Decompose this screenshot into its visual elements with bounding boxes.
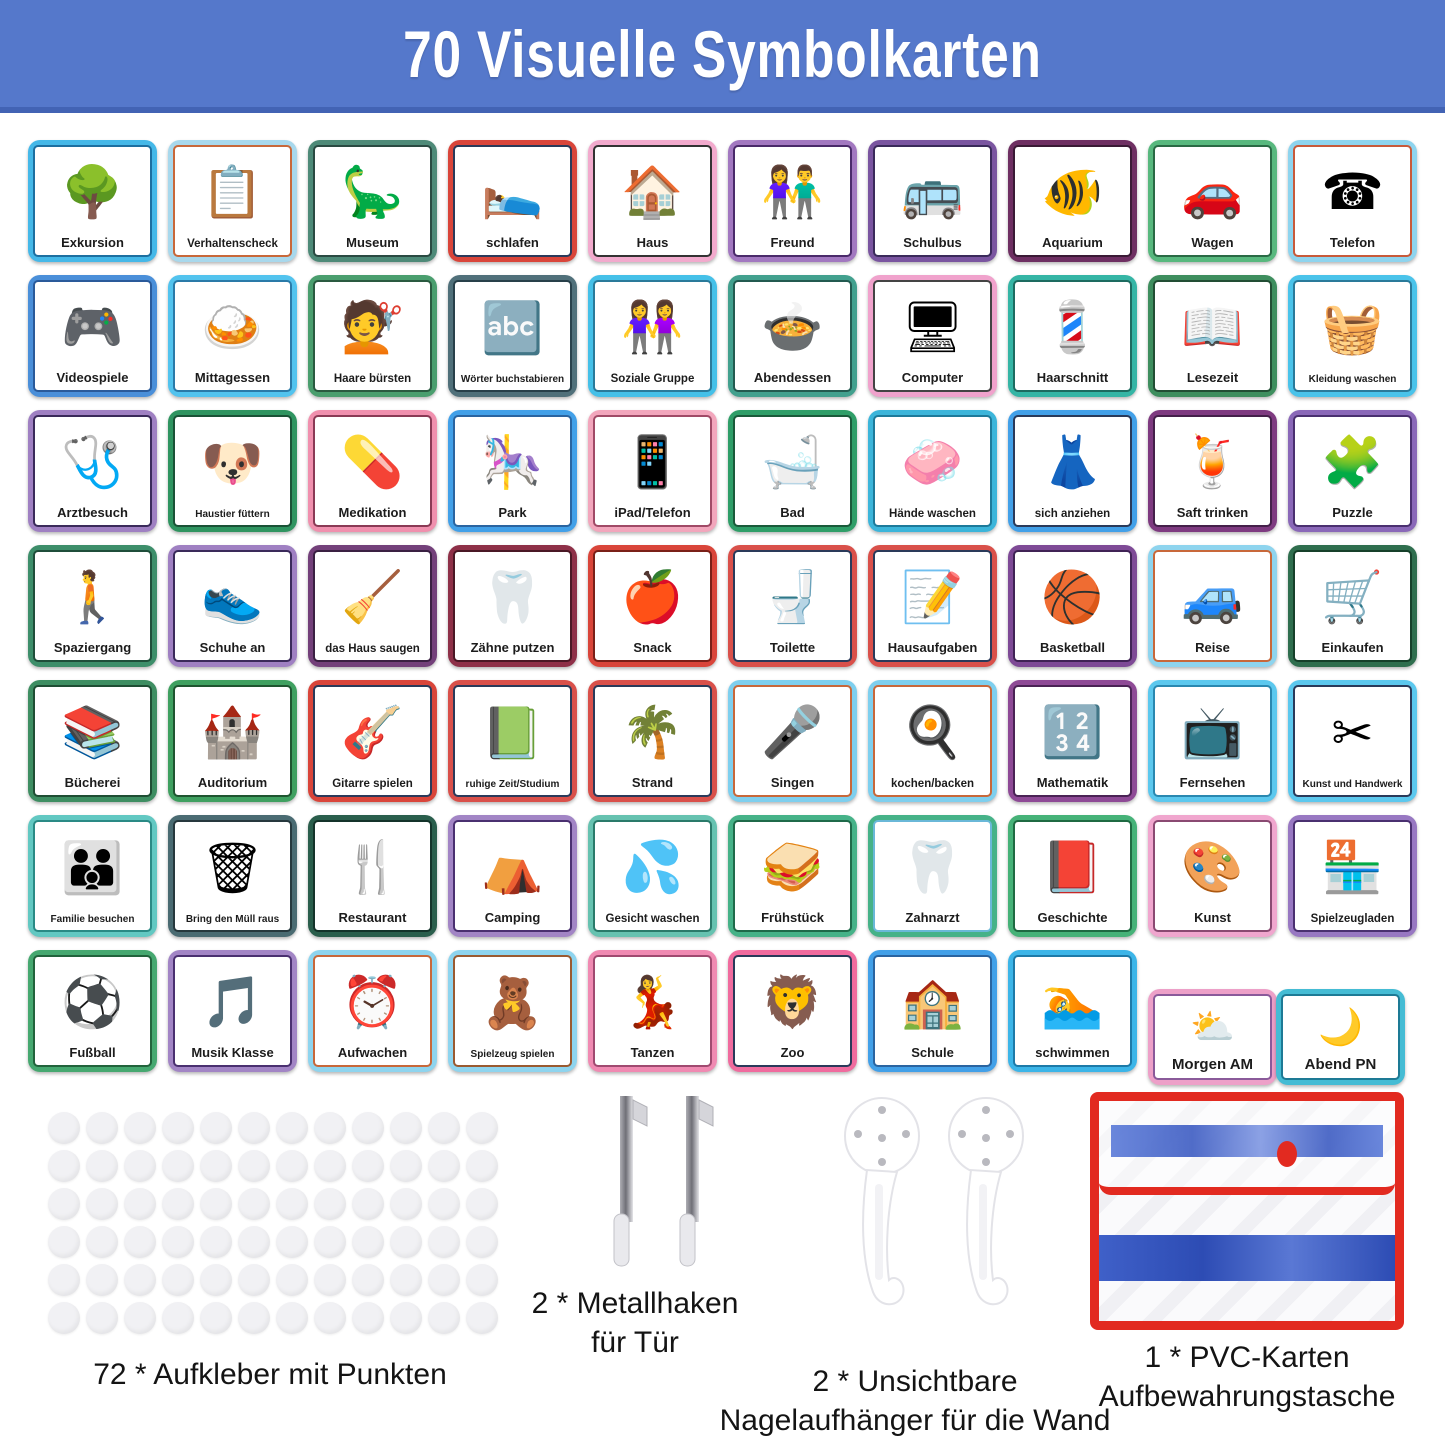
card-videospiele bbox=[28, 275, 157, 397]
zoo-icon: 🦁 bbox=[761, 973, 824, 1030]
brush-teeth-icon: 🦷 bbox=[481, 568, 544, 625]
card-spielzeug-spielen bbox=[448, 950, 577, 1072]
card-gesicht-waschen bbox=[588, 815, 717, 937]
spelling-letters-icon: 🔤 bbox=[481, 300, 544, 357]
sticker-dot bbox=[352, 1226, 384, 1258]
sticker-dot bbox=[200, 1264, 232, 1296]
card-label: Mathematik bbox=[1036, 775, 1109, 791]
card-aufwachen bbox=[308, 950, 437, 1072]
travel-car-icon: 🚙 bbox=[1181, 568, 1244, 625]
game-controller-icon: 🎮 bbox=[61, 298, 124, 355]
sticker-dot bbox=[390, 1112, 422, 1144]
sticker-dot bbox=[162, 1150, 194, 1182]
story-books-icon: 📕 bbox=[1041, 838, 1104, 895]
card-schulbus bbox=[868, 140, 997, 262]
card-toilette bbox=[728, 545, 857, 667]
card-label: Morgen AM bbox=[1171, 1056, 1254, 1074]
card-label: Verhaltenscheck bbox=[187, 237, 278, 250]
sticker-dot bbox=[86, 1302, 118, 1334]
card-label: iPad/Telefon bbox=[614, 505, 691, 521]
car-icon: 🚗 bbox=[1181, 163, 1244, 220]
card-label: Haarschnitt bbox=[1036, 370, 1109, 386]
card-spaziergang bbox=[28, 545, 157, 667]
sticker-dot bbox=[390, 1302, 422, 1334]
card-haarschnitt bbox=[1008, 275, 1137, 397]
library-icon: 📚 bbox=[61, 703, 124, 760]
card-sich-anziehen bbox=[1008, 410, 1137, 532]
card-snack bbox=[588, 545, 717, 667]
sticker-dot bbox=[124, 1150, 156, 1182]
sticker-dot bbox=[124, 1112, 156, 1144]
card-label: Exkursion bbox=[61, 235, 124, 251]
card-label: Lesezeit bbox=[1186, 370, 1239, 386]
card-lesezeit bbox=[1148, 275, 1277, 397]
card-saft-trinken bbox=[1148, 410, 1277, 532]
sticker-dot bbox=[352, 1188, 384, 1220]
card-label: Geschichte bbox=[1037, 910, 1108, 926]
card-fernsehen bbox=[1148, 680, 1277, 802]
sticker-dot bbox=[48, 1302, 80, 1334]
sticker-dot bbox=[466, 1150, 498, 1182]
card-label: das Haus saugen bbox=[325, 642, 420, 655]
card-label: Hände waschen bbox=[889, 507, 976, 520]
card-label: Fußball bbox=[69, 1045, 116, 1061]
card-label: Camping bbox=[484, 910, 541, 926]
card-das-haus-saugen bbox=[308, 545, 437, 667]
card-label: Mittagessen bbox=[194, 370, 271, 386]
card-verhaltenscheck bbox=[168, 140, 297, 262]
card-label: Restaurant bbox=[338, 910, 407, 926]
behavior-check-clipboard-icon: 📋 bbox=[201, 164, 264, 221]
sticker-dot bbox=[48, 1226, 80, 1258]
card-label: Snack bbox=[633, 640, 672, 656]
walking-icon: 🚶 bbox=[61, 568, 124, 625]
card-label: sich anziehen bbox=[1034, 507, 1111, 520]
sticker-dot bbox=[48, 1188, 80, 1220]
sticker-dot bbox=[466, 1188, 498, 1220]
aquarium-icon: 🐠 bbox=[1041, 163, 1104, 220]
music-class-icon: 🎵 bbox=[201, 973, 264, 1030]
card-label: Puzzle bbox=[1332, 505, 1373, 521]
card-medikation bbox=[308, 410, 437, 532]
card-label: Kleidung waschen bbox=[1308, 373, 1397, 385]
stickers-label: 72 * Aufkleber mit Punkten bbox=[93, 1358, 447, 1391]
sticker-dot bbox=[352, 1264, 384, 1296]
beach-icon: 🌴 bbox=[621, 703, 684, 760]
card-park bbox=[448, 410, 577, 532]
card-buecherei bbox=[28, 680, 157, 802]
card-label: Medikation bbox=[338, 505, 407, 521]
card-label: schwimmen bbox=[1035, 1045, 1110, 1061]
bag-label: 1 * PVC-Karten Aufbewahrungstasche bbox=[1098, 1341, 1396, 1413]
sticker-dot bbox=[314, 1150, 346, 1182]
sticker-dot bbox=[352, 1150, 384, 1182]
card-familie-besuchen bbox=[28, 815, 157, 937]
card-label: Spielzeugladen bbox=[1310, 912, 1395, 925]
sticker-dot bbox=[390, 1188, 422, 1220]
card-label: Saft trinken bbox=[1176, 505, 1249, 521]
vacuum-house-icon: 🧹 bbox=[341, 569, 404, 626]
card-haare-buersten bbox=[308, 275, 437, 397]
sticker-dot bbox=[162, 1264, 194, 1296]
card-hausaufgaben bbox=[868, 545, 997, 667]
card-aquarium bbox=[1008, 140, 1137, 262]
restaurant-icon: 🍴 bbox=[341, 838, 404, 895]
medication-icon: 💊 bbox=[341, 433, 404, 490]
card-haende-waschen bbox=[868, 410, 997, 532]
sticker-dot bbox=[86, 1226, 118, 1258]
card-schuhe-an bbox=[168, 545, 297, 667]
sticker-dot bbox=[390, 1226, 422, 1258]
evening-moon-icon: 🌙 bbox=[1318, 1005, 1363, 1047]
sticker-dot bbox=[238, 1302, 270, 1334]
metal-hooks bbox=[608, 1094, 718, 1274]
sticker-dot bbox=[352, 1302, 384, 1334]
card-haustier-fuettern bbox=[168, 410, 297, 532]
sticker-dot bbox=[428, 1188, 460, 1220]
card-label: Arztbesuch bbox=[57, 505, 128, 521]
card-label: Auditorium bbox=[197, 775, 268, 791]
card-reise bbox=[1148, 545, 1277, 667]
sleeping-child-icon: 🛌 bbox=[481, 163, 544, 220]
get-dressed-icon: 👗 bbox=[1041, 434, 1104, 491]
card-tanzen bbox=[588, 950, 717, 1072]
card-label: Abend PN bbox=[1304, 1056, 1377, 1074]
card-exkursion bbox=[28, 140, 157, 262]
house-icon: 🏠 bbox=[621, 163, 684, 220]
sticker-dot bbox=[428, 1112, 460, 1144]
metal-hook-icon bbox=[608, 1094, 652, 1274]
card-zaehne-putzen bbox=[448, 545, 577, 667]
card-label: Fernsehen bbox=[1179, 775, 1246, 791]
card-label: Tanzen bbox=[630, 1045, 675, 1061]
wake-up-icon: ⏰ bbox=[341, 973, 404, 1030]
sticker-dot bbox=[200, 1188, 232, 1220]
basketball-icon: 🏀 bbox=[1041, 568, 1104, 625]
card-kochen-backen bbox=[868, 680, 997, 802]
sticker-dot bbox=[466, 1112, 498, 1144]
singing-icon: 🎤 bbox=[761, 703, 824, 760]
shopping-cart-icon: 🛒 bbox=[1321, 568, 1384, 625]
card-label: Toilette bbox=[769, 640, 816, 656]
card-singen bbox=[728, 680, 857, 802]
sticker-dot bbox=[48, 1112, 80, 1144]
card-bad bbox=[728, 410, 857, 532]
sticker-dot bbox=[238, 1150, 270, 1182]
card-fussball bbox=[28, 950, 157, 1072]
card-label: Telefon bbox=[1329, 235, 1376, 251]
sticker-dot bbox=[314, 1112, 346, 1144]
card-label: Schule bbox=[911, 1045, 954, 1061]
card-kleidung-waschen bbox=[1288, 275, 1417, 397]
sticker-dot bbox=[162, 1112, 194, 1144]
card-label: Bring den Müll raus bbox=[185, 913, 280, 925]
card-abend-pn bbox=[1276, 989, 1405, 1085]
card-label: Bad bbox=[780, 505, 805, 521]
card-ruhige-zeit-studium bbox=[448, 680, 577, 802]
feed-pet-icon: 🐶 bbox=[201, 435, 264, 492]
card-label: Wagen bbox=[1191, 235, 1234, 251]
sticker-dot bbox=[428, 1302, 460, 1334]
excursion-kids-icon: 🌳 bbox=[61, 163, 124, 220]
card-einkaufen bbox=[1288, 545, 1417, 667]
card-wagen bbox=[1148, 140, 1277, 262]
card-bring-den-muell-raus bbox=[168, 815, 297, 937]
breakfast-icon: 🥪 bbox=[761, 838, 824, 895]
auditorium-icon: 🏰 bbox=[201, 703, 264, 760]
bath-icon: 🛁 bbox=[761, 433, 824, 490]
card-schwimmen bbox=[1008, 950, 1137, 1072]
school-icon: 🏫 bbox=[901, 973, 964, 1030]
card-label: Zahnarzt bbox=[905, 910, 960, 926]
card-label: Haustier füttern bbox=[195, 508, 270, 520]
card-grid bbox=[0, 113, 1445, 1072]
sticker-dot bbox=[162, 1302, 194, 1334]
card-label: Spielzeug spielen bbox=[470, 1048, 555, 1060]
card-abendessen bbox=[728, 275, 857, 397]
sticker-dot bbox=[238, 1188, 270, 1220]
dancing-icon: 💃 bbox=[621, 973, 684, 1030]
sticker-dot bbox=[86, 1150, 118, 1182]
sticker-dot bbox=[314, 1188, 346, 1220]
card-label: kochen/backen bbox=[890, 777, 975, 790]
card-label: Musik Klasse bbox=[191, 1045, 274, 1061]
card-label: Singen bbox=[770, 775, 815, 791]
card-label: Basketball bbox=[1039, 640, 1106, 656]
card-camping bbox=[448, 815, 577, 937]
shoes-on-icon: 👟 bbox=[201, 568, 264, 625]
card-label: Wörter buchstabieren bbox=[460, 373, 565, 385]
sticker-dot bbox=[200, 1302, 232, 1334]
card-label: Familie besuchen bbox=[50, 913, 135, 925]
arts-crafts-icon: ✂ bbox=[1331, 705, 1374, 762]
sticker-dot bbox=[276, 1264, 308, 1296]
card-label: Videospiele bbox=[56, 370, 129, 386]
sticker-dot bbox=[390, 1264, 422, 1296]
bag-button bbox=[1277, 1141, 1297, 1167]
card-label: Spaziergang bbox=[53, 640, 132, 656]
sticker-dot bbox=[314, 1226, 346, 1258]
sticker-dot bbox=[200, 1226, 232, 1258]
reading-time-icon: 📖 bbox=[1181, 298, 1244, 355]
card-label: Computer bbox=[901, 370, 964, 386]
morning-sun-icon: ⛅ bbox=[1190, 1005, 1235, 1047]
social-group-icon: 👭 bbox=[621, 299, 684, 356]
hooks-label: 2 * Metallhaken für Tür bbox=[531, 1287, 739, 1359]
card-label: Reise bbox=[1195, 640, 1230, 656]
sticker-dot bbox=[124, 1188, 156, 1220]
sticker-dot bbox=[238, 1226, 270, 1258]
face-washing-icon: 💦 bbox=[621, 839, 684, 896]
dinosaur-museum-icon: 🦕 bbox=[341, 163, 404, 220]
card-basketball bbox=[1008, 545, 1137, 667]
card-kunst bbox=[1148, 815, 1277, 937]
card-label: Hausaufgaben bbox=[887, 640, 978, 656]
sticker-dot bbox=[162, 1226, 194, 1258]
soccer-icon: ⚽ bbox=[61, 973, 124, 1030]
hand-washing-icon: 🧼 bbox=[901, 434, 964, 491]
card-label: Museum bbox=[346, 235, 399, 251]
card-haus bbox=[588, 140, 717, 262]
sticker-dot bbox=[124, 1264, 156, 1296]
card-label: Aufwachen bbox=[337, 1045, 408, 1061]
sticker-dot bbox=[48, 1150, 80, 1182]
card-label: Haare bürsten bbox=[333, 372, 412, 385]
card-label: schlafen bbox=[486, 235, 539, 251]
sticker-dot bbox=[352, 1112, 384, 1144]
card-label: Gesicht waschen bbox=[605, 912, 700, 925]
card-label: Schuhe an bbox=[199, 640, 266, 656]
card-strand bbox=[588, 680, 717, 802]
doctor-visit-icon: 🩺 bbox=[61, 433, 124, 490]
sticker-dot bbox=[428, 1150, 460, 1182]
sticker-dot bbox=[86, 1264, 118, 1296]
sticker-dot bbox=[238, 1264, 270, 1296]
card-woerter-buchstabieren bbox=[448, 275, 577, 397]
card-auditorium bbox=[168, 680, 297, 802]
quiet-time-icon: 📗 bbox=[481, 705, 544, 762]
snack-icon: 🍎 bbox=[621, 568, 684, 625]
pvc-storage-bag-icon bbox=[1090, 1092, 1404, 1330]
card-label: Kunst und Handwerk bbox=[1302, 778, 1403, 790]
trash-out-icon: 🗑 bbox=[200, 840, 265, 897]
card-zoo bbox=[728, 950, 857, 1072]
card-geschichte bbox=[1008, 815, 1137, 937]
sticker-dot bbox=[276, 1150, 308, 1182]
sticker-dot bbox=[124, 1302, 156, 1334]
lunch-bowl-icon: 🍛 bbox=[201, 298, 264, 355]
card-label: Einkaufen bbox=[1321, 640, 1384, 656]
sticker-dot bbox=[48, 1264, 80, 1296]
sticker-dot bbox=[390, 1150, 422, 1182]
sticker-dot bbox=[466, 1226, 498, 1258]
sticker-dot bbox=[276, 1188, 308, 1220]
sticker-dots-grid bbox=[48, 1112, 498, 1334]
card-label: Schulbus bbox=[903, 235, 962, 251]
telephone-icon: ☎ bbox=[1321, 163, 1384, 220]
card-label: Abendessen bbox=[753, 370, 832, 386]
card-label: ruhige Zeit/Studium bbox=[465, 778, 560, 790]
card-label: Soziale Gruppe bbox=[610, 372, 695, 385]
card-schlafen bbox=[448, 140, 577, 262]
card-schule bbox=[868, 950, 997, 1072]
nail-hangers bbox=[843, 1094, 1025, 1334]
card-label: Zähne putzen bbox=[470, 640, 555, 656]
card-soziale-gruppe bbox=[588, 275, 717, 397]
tv-icon: 📺 bbox=[1181, 703, 1244, 760]
guitar-icon: 🎸 bbox=[341, 704, 404, 761]
card-label: Frühstück bbox=[761, 910, 824, 926]
sticker-dot bbox=[200, 1150, 232, 1182]
homework-icon: 📝 bbox=[901, 568, 964, 625]
dentist-icon: 🦷 bbox=[901, 838, 964, 895]
dinner-plate-icon: 🍲 bbox=[761, 298, 824, 355]
card-restaurant bbox=[308, 815, 437, 937]
card-label: Kunst bbox=[1194, 910, 1231, 926]
camping-icon: ⛺ bbox=[481, 838, 544, 895]
sticker-dot bbox=[314, 1264, 346, 1296]
card-gitarre-spielen bbox=[308, 680, 437, 802]
card-fruehstueck bbox=[728, 815, 857, 937]
card-musik-klasse bbox=[168, 950, 297, 1072]
sticker-dot bbox=[276, 1226, 308, 1258]
laundry-icon: 🧺 bbox=[1321, 300, 1384, 357]
card-label: Aquarium bbox=[1042, 235, 1103, 251]
card-ipad-telefon bbox=[588, 410, 717, 532]
sticker-dot bbox=[466, 1264, 498, 1296]
sticker-dot bbox=[428, 1226, 460, 1258]
card-museum bbox=[308, 140, 437, 262]
metal-hook-icon bbox=[674, 1094, 718, 1274]
sticker-dot bbox=[314, 1302, 346, 1334]
card-puzzle bbox=[1288, 410, 1417, 532]
card-label: Zoo bbox=[780, 1045, 805, 1061]
sticker-dot bbox=[162, 1188, 194, 1220]
card-arztbesuch bbox=[28, 410, 157, 532]
sticker-dot bbox=[124, 1226, 156, 1258]
friends-icon: 👫 bbox=[761, 163, 824, 220]
sticker-dot bbox=[86, 1112, 118, 1144]
card-label: Bücherei bbox=[64, 775, 121, 791]
hangers-label: 2 * Unsichtbare Nagelaufhänger für die Wand bbox=[719, 1365, 1111, 1437]
haircut-icon: 💈 bbox=[1041, 298, 1104, 355]
sticker-dot bbox=[276, 1302, 308, 1334]
puzzle-icon: 🧩 bbox=[1321, 433, 1384, 490]
card-spielzeugladen bbox=[1288, 815, 1417, 937]
sticker-dot bbox=[428, 1264, 460, 1296]
accessories-section bbox=[0, 1072, 1445, 1445]
card-computer bbox=[868, 275, 997, 397]
juice-icon: 🍹 bbox=[1181, 433, 1244, 490]
math-icon: 🔢 bbox=[1041, 703, 1104, 760]
card-label: Freund bbox=[770, 235, 815, 251]
hair-brushing-icon: 💇 bbox=[341, 299, 404, 356]
card-mathematik bbox=[1008, 680, 1137, 802]
playground-icon: 🎠 bbox=[481, 433, 544, 490]
sticker-dot bbox=[200, 1112, 232, 1144]
card-label: Park bbox=[498, 505, 527, 521]
card-zahnarzt bbox=[868, 815, 997, 937]
tablet-phone-icon: 📱 bbox=[621, 433, 684, 490]
swimming-icon: 🏊 bbox=[1041, 973, 1104, 1030]
cooking-baking-icon: 🍳 bbox=[901, 704, 964, 761]
card-freund bbox=[728, 140, 857, 262]
page-title: 70 Visuelle Symbolkarten bbox=[403, 16, 1042, 91]
sticker-dot bbox=[466, 1302, 498, 1334]
header-banner bbox=[0, 0, 1445, 113]
card-telefon bbox=[1288, 140, 1417, 262]
toy-store-icon: 🏪 bbox=[1321, 839, 1384, 896]
computer-icon: 🖥 bbox=[900, 298, 965, 355]
play-toys-icon: 🧸 bbox=[481, 975, 544, 1032]
card-label: Gitarre spielen bbox=[332, 777, 413, 790]
card-mittagessen bbox=[168, 275, 297, 397]
art-icon: 🎨 bbox=[1181, 838, 1244, 895]
toilet-icon: 🚽 bbox=[761, 568, 824, 625]
sticker-dot bbox=[276, 1112, 308, 1144]
school-bus-icon: 🚌 bbox=[901, 163, 964, 220]
card-morgen-am bbox=[1148, 989, 1277, 1085]
nail-hanger-icon bbox=[843, 1094, 921, 1334]
sticker-dot bbox=[86, 1188, 118, 1220]
card-label: Haus bbox=[636, 235, 669, 251]
sticker-dot bbox=[238, 1112, 270, 1144]
card-label: Strand bbox=[631, 775, 674, 791]
nail-hanger-icon bbox=[947, 1094, 1025, 1334]
visit-family-icon: 👪 bbox=[61, 840, 124, 897]
card-kunst-und-handwerk bbox=[1288, 680, 1417, 802]
